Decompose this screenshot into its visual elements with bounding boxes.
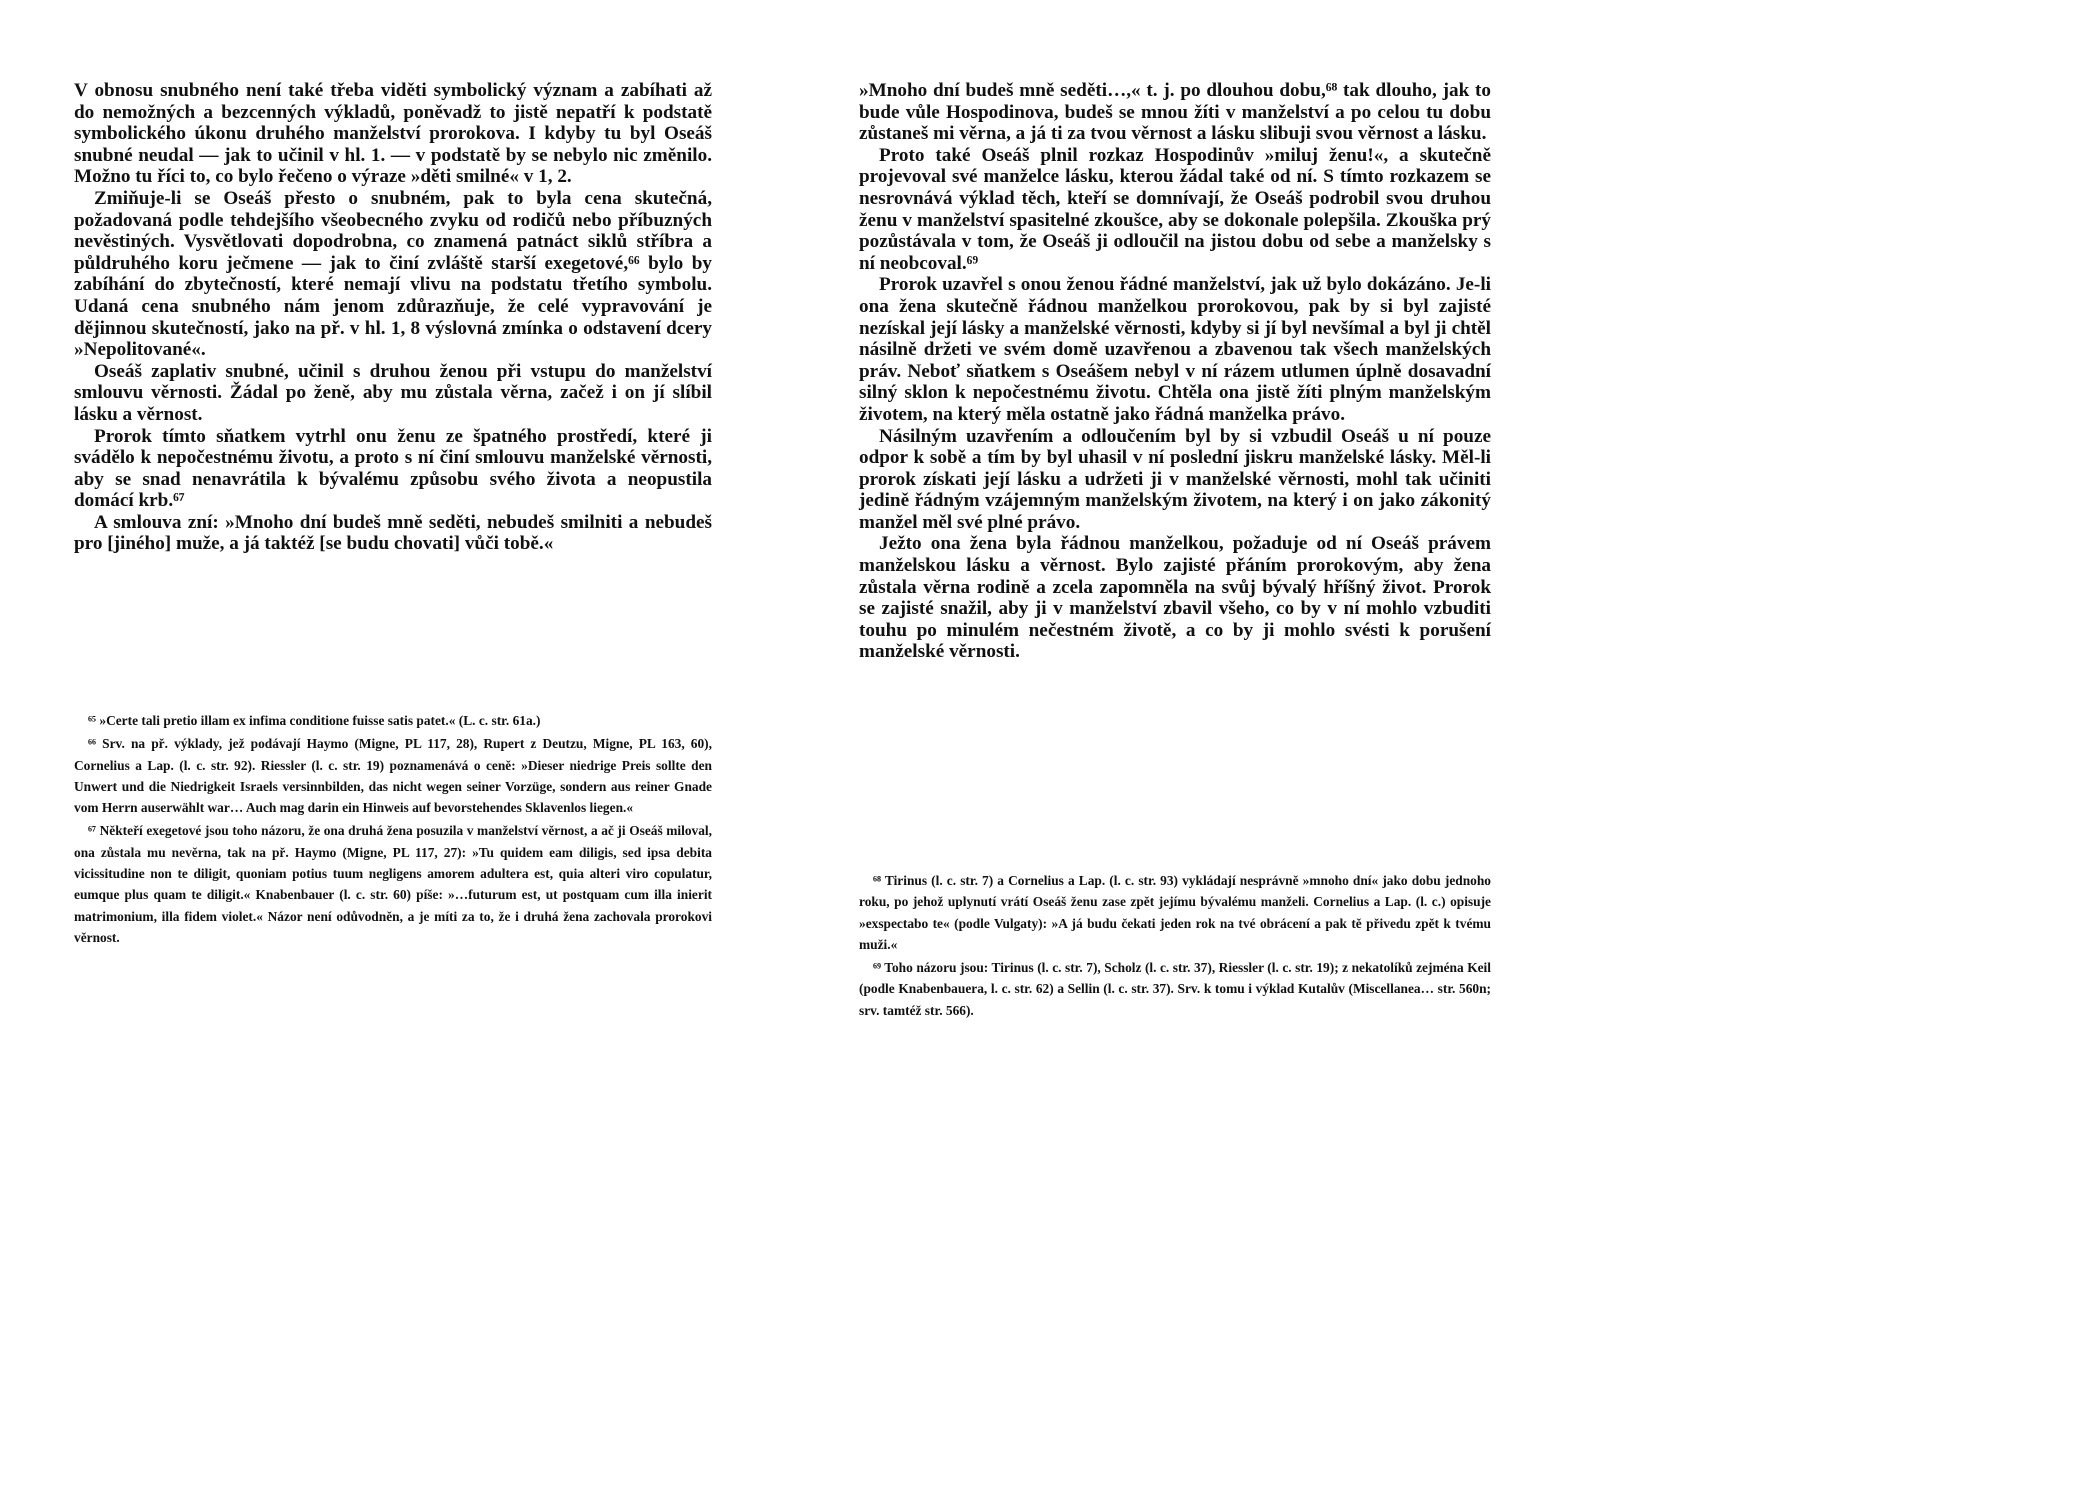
paragraph: »Mnoho dní budeš mně seděti…,« t. j. po dlouhou dobu,⁶⁸ tak dlouho, jak to bude vůle Hospodinova, budeš se mnou žíti v manželství a po celou tu dobu zůstaneš mi věrna, a já ti za tvou věrnost a lásku slibuji svou věrnost a lásku. — [859, 80, 1491, 145]
paragraph: Oseáš zaplativ snubné, učinil s druhou ženou při vstupu do manželství smlouvu věrnosti. Žádal po ženě, aby mu zůstala věrna, začež i on jí slíbil lásku a věrnost. — [74, 360, 712, 425]
footnote: ⁶⁵ »Certe tali pretio illam ex infima conditione fuisse satis patet.« (L. c. str. 61a.) — [88, 713, 541, 728]
left-main-text — [74, 80, 712, 555]
footnote: ⁶⁷ Někteří exegetové jsou toho názoru, že ona druhá žena posuzila v manželství věrnost, a ač ji Oseáš miloval, ona zůstala mu nevěrna, tak na př. Haymo (Migne, PL 117, 27): »Tu quidem eam diligis, sed ipsa debita vicissitudine non te diligit, quoniam potius tuum negligens amorem adultera est, quia alteri viro copulatur, eumque plus quam te diligit.« Knabenbauer (l. c. str. 60) píše: »…futurum est, ut postquam cum illa inierit matrimonium, illa fidem violet.« Názor není odůvodněn, a je míti za to, že i druhá žena zachovala prorokovi věrnost. — [74, 823, 712, 945]
paragraph: Zmiňuje-li se Oseáš přesto o snubném, pak to byla cena skutečná, požadovaná podle tehdejšího všeobecného zvyku od rodičů nebo příbuzných nevěstiných. Vysvětlovati dopodrobna, co znamená patnáct siklů stříbra a půldruhého koru ječmene — jak to činí zvláště starší exegetové,⁶⁶ bylo by zabíhání do zbytečností, které nemají vlivu na podstatu třetího symbolu. Udaná cena snubného nám jenom zdůrazňuje, že celé vypravování je dějinnou skutečností, jako na př. v hl. 1, 8 výslovná zmínka o odstavení dcery »Nepolitované«. — [74, 187, 712, 361]
right-main-text — [859, 80, 1491, 663]
paragraph: Ježto ona žena byla řádnou manželkou, požaduje od ní Oseáš právem manželskou lásku a věrnost. Bylo zajisté přáním prorokovým, aby žena zůstala věrna rodině a zcela zapomněla na svůj bývalý hříšný život. Prorok se zajisté snažil, aby ji v manželství zbavil všeho, co by v ní mohlo vzbuditi touhu po minulém nečestném životě, a co by ji mohlo svésti k porušení manželské věrnosti. — [859, 533, 1491, 663]
paragraph: Proto také Oseáš plnil rozkaz Hospodinův »miluj ženu!«, a skutečně projevoval své manželce lásku, kterou žádal také od ní. S tímto rozkazem se nesrovnává výklad těch, kteří se domnívají, že Oseáš podrobil svou druhou ženu v manželství spasitelné zkoušce, aby se dokonale polepšila. Zkouška prý pozůstávala v tom, že Oseáš ji odloučil na jistou dobu od sebe a manželsky s ní neobcoval.⁶⁹ — [859, 144, 1491, 274]
footnote: ⁶⁶ Srv. na př. výklady, jež podávají Haymo (Migne, PL 117, 28), Rupert z Deutzu, Migne, PL 163, 60), Cornelius a Lap. (l. c. str. 92). Riessler (l. c. str. 19) poznamenává o ceně: »Dieser niedrige Preis sollte den Unwert und die Niedrigkeit Israels versinnbilden, das nicht wegen seiner Vorzüge, sondern aus reiner Gnade vom Herrn auserwählt war… Auch mag darin ein Hinweis auf bevorstehendes Sklavenlos liegen.« — [74, 736, 712, 816]
paragraph: V obnosu snubného není také třeba viděti symbolický význam a zabíhati až do nemožných a bezcenných výkladů, poněvadž to jistě nepatří k podstatě symbolického úkonu druhého manželství prorokova. I kdyby tu byl Oseáš snubné neudal — jak to učinil v hl. 1. — v podstatě by se nebylo nic změnilo. Možno tu říci to, co bylo řečeno o výraze »děti smilné« v 1, 2. — [74, 80, 712, 188]
right-footnotes — [859, 870, 1491, 1023]
paragraph: A smlouva zní: »Mnoho dní budeš mně seděti, nebudeš smilniti a nebudeš pro [jiného] muže, a já taktéž [se budu chovati] vůči tobě.« — [74, 511, 712, 555]
paragraph: Násilným uzavřením a odloučením byl by si vzbudil Oseáš u ní pouze odpor k sobě a tím by byl uhasil v ní poslední jiskru manželské lásky. Měl-li prorok získati její lásku a udržeti ji v manželské věrnosti, mohl tak učiniti jedině řádným vzájemným manželským životem, na který i on jako zákonitý manžel měl své plné právo. — [859, 425, 1491, 533]
paragraph: Prorok uzavřel s onou ženou řádné manželství, jak už bylo dokázáno. Je-li ona žena skutečně řádnou manželkou prorokovou, pak by si byl zajisté nezískal její lásky a manželské věrnosti, kdyby si jí byl nevšímal a byl ji chtěl násilně držeti ve svém domě uzavřenou a zbavenou tak všech manželských práv. Neboť sňatkem s Oseášem nebyl v ní rázem utlumen úplně dosavadní silný sklon k nepočestnému životu. Chtěla ona jistě žíti plným manželským životem, na který měla ostatně jako řádná manželka právo. — [859, 274, 1491, 425]
left-footnotes — [74, 710, 712, 950]
paragraph: Prorok tímto sňatkem vytrhl onu ženu ze špatného prostředí, které ji svádělo k nepočestnému životu, a proto s ní činí smlouvu manželské věrnosti, aby se snad nenavrátila k bývalému způsobu svého života a neopustila domácí krb.⁶⁷ — [74, 425, 712, 512]
right-page — [781, 0, 1562, 1125]
left-page — [0, 0, 781, 1125]
footnote: ⁶⁹ Toho názoru jsou: Tirinus (l. c. str. 7), Scholz (l. c. str. 37), Riessler (l. c. str. 19); z nekatolíků zejména Keil (podle Knabenbauera, l. c. str. 62) a Sellin (l. c. str. 37). Srv. k tomu i výklad Kutalův (Miscellanea… str. 560n; srv. tamtéž str. 566). — [859, 960, 1491, 1018]
footnote: ⁶⁸ Tirinus (l. c. str. 7) a Cornelius a Lap. (l. c. str. 93) vykládají nesprávně »mnoho dní« jako dobu jednoho roku, po jehož uplynutí vrátí Oseáš ženu zase zpět jejímu bývalému manželi. Cornelius a Lap. (l. c.) opisuje »exspectabo te« (podle Vulgaty): »A já budu čekati jeden rok na tvé obrácení a pak tě přivedu zpět k tvému muži.« — [859, 873, 1491, 952]
